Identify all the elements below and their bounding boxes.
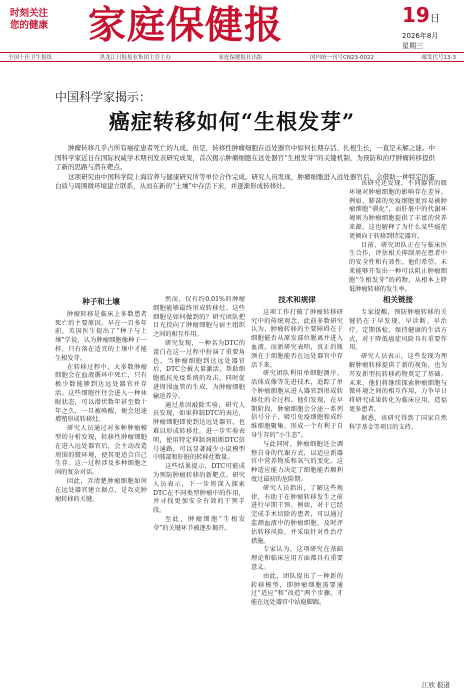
weekday: 星期三 bbox=[402, 42, 423, 50]
paragraph: 在转移过程中，大多数肿瘤细胞会在血液循环中死亡，只有极少数能够到达远处器官并存活。这些细胞往往会进入一种休眠状态，可以潜伏数年甚至数十年之久，一旦被唤醒，便会迅速增殖形成转移灶。 bbox=[55, 363, 147, 424]
paragraph: 研究发现，一种名为DTC的蛋白在这一过程中扮演了重要角色。当肿瘤细胞到达远处器官后，DTC会被大量激活，帮助细胞抵抗免疫系统的攻击，同时促进周围血管的生成，为肿瘤细胞输送养分。 bbox=[153, 339, 245, 400]
info-bar bbox=[0, 52, 464, 62]
date-day: 19日 bbox=[402, 3, 440, 27]
paragraph: 这些结果提示，DTC可能成为预防肿瘤转移的新靶点。研究人员表示，下一步将深入探索DTC在不同类型肿瘤中的作用，并寻找更加安全有效的干预手段。 bbox=[153, 463, 245, 515]
paragraph: 至此，肿瘤细胞“生根发芽”的关键环节被逐步揭开。 bbox=[153, 515, 245, 532]
paragraph: 专家提醒，预防肿瘤转移的关键仍在于早发现、早诊断、早治疗。定期体检、保持健康的生活方式，对于降低癌症风险具有重要作用。 bbox=[349, 309, 447, 352]
paragraph: 由此，团队提出了一种新的转移模型，即肿瘤细胞需要通过“适应”和“改造”两个步骤，才能在远处器官中站稳脚跟。 bbox=[251, 572, 343, 607]
article-column-3 bbox=[251, 296, 343, 691]
article-headline: 癌症转移如何“生根发芽” bbox=[108, 109, 356, 134]
newspaper-logo: 家庭保健报 bbox=[88, 3, 284, 47]
section-heading: 种子和土壤 bbox=[82, 297, 120, 306]
article-column-2 bbox=[153, 296, 245, 691]
date-line: 2026年8月 bbox=[402, 32, 439, 40]
paragraph: 目前，研究团队正在与临床医生合作，评估相关抑制剂在患者中的安全性和有效性。他们希望，未来能够开发出一种可以阻止肿瘤细胞“生根发芽”的药物，从根本上降低肿瘤转移的发生率。 bbox=[349, 241, 447, 293]
article-kicker: 中国科学家揭示： bbox=[55, 90, 152, 104]
paragraph: 据悉，该研究得到了国家自然科学基金等项目的支持。 bbox=[349, 414, 447, 431]
paragraph: 通过基因敲除实验，研究人员发现，如果抑制DTC的表达，肿瘤细胞即使到达远处器官，也难以形成转移灶。进一步实验表明，使用特定抑制剂阻断DTC信号通路，可以显著减少小鼠模型中肺部和肝脏的转移灶数量。 bbox=[153, 401, 245, 462]
paragraph: 与此同时，肿瘤细胞还会调整自身的代谢方式，以适应新器官中营养物质和氧气的变化。这种适应能力决定了细胞能否顺利度过最初的危险期。 bbox=[251, 440, 343, 483]
paragraph: 研究人员通过对多种肿瘤模型的分析发现，转移性肿瘤细胞在进入远处器官后，会主动改造周围的微环境，使其更适合自己生存。这一过程涉及多种细胞之间的复杂对话。 bbox=[55, 425, 147, 477]
paragraph: 该研究还发现，不同器官的微环境对肿瘤细胞的影响存在差异。例如，肺部的免疫细胞更容易被肿瘤细胞“驯化”，而肝脏中的代谢环境则为肿瘤细胞提供了丰富的营养来源。这也解释了为什么某些癌症更倾向于转移到特定器官。 bbox=[349, 180, 447, 240]
paragraph: 研究人员表示，这些发现为理解肿瘤转移提供了新的视角，也为开发新型抗转移药物奠定了基础。未来，他们将继续探索肿瘤细胞与微环境之间的相互作用，力争早日将研究成果转化为临床应用，造福更多患者。 bbox=[349, 353, 447, 413]
paragraph: 然而，仅有约0.01%的肿瘤细胞能够最终形成转移灶。这些细胞是如何做到的？研究团队把目光投向了肿瘤细胞与宿主组织之间的相互作用。 bbox=[153, 296, 245, 339]
lead-paragraph: 这项研究由中国科学院上海营养与健康研究所等单位合作完成。研究人员发现，肿瘤细胞进入远处器官后，会借助一种特定的蛋白质与周围微环境建立联系，从而在新的“土壤”中存活下来，并逐渐形成转移灶。 bbox=[55, 172, 435, 191]
paragraph: 研究人员指出，了解这些规律，有助于在肿瘤转移发生之前进行早期干预。例如，对于已经完成手术切除的患者，可以通过监测血液中的肿瘤细胞，及时评估转移风险，并采取针对性治疗措施。 bbox=[251, 484, 343, 545]
paragraph: 因此，弄清楚肿瘤细胞如何在远处器官建立据点，是攻克肿瘤转移的关键。 bbox=[55, 477, 147, 503]
slogan: 时刻关注 您的健康 bbox=[10, 8, 49, 31]
paragraph: 这项工作打破了肿瘤转移研究中的传统观念，此前多数研究认为，肿瘤转移的主要障碍在于细胞能否从原发部位脱离并进入血液。而新研究表明，真正的瓶颈在于细胞能否在远处器官中存活下来。 bbox=[251, 308, 343, 369]
info-item: 家庭保健报社出版 bbox=[218, 55, 263, 61]
info-item: 全国十佳卫生报纸 bbox=[8, 55, 53, 61]
article-column-1 bbox=[55, 296, 147, 686]
date-block bbox=[402, 4, 454, 51]
paragraph: 研究团队利用单细胞测序、活体成像等先进技术，追踪了单个肿瘤细胞从进入器官到形成转移灶的全过程。他们发现，在早期阶段，肿瘤细胞会分泌一系列信号分子，吸引免疫细胞和成纤维细胞聚集，形成一个有利于自身生存的“小生态”。 bbox=[251, 370, 343, 439]
info-item: 黑龙江日报报业集团主管主办 bbox=[99, 55, 172, 61]
lead-paragraph: 肿瘤转移几乎占所有癌症患者死亡的九成。但是，转移性肿瘤细胞在远处器官中如何长期存活、扎根生长，一直是未解之谜。中国科学家近日在国际权威学术期刊发表研究成果，首次揭示肿瘤细胞在远处器官“生根发芽”的关键机制，为预防和治疗肿瘤转移提供了新的思路与潜在靶点。 bbox=[55, 144, 435, 172]
section-heading: 技术和规律 bbox=[278, 296, 316, 304]
byline: 江欣 报道 bbox=[421, 681, 450, 689]
masthead bbox=[0, 0, 464, 62]
article-column-4 bbox=[349, 180, 447, 575]
paragraph: 专家认为，这项研究在基础理论和临床应用方面都具有重要意义。 bbox=[251, 546, 343, 571]
info-item: 邮发代号13-3 bbox=[421, 55, 456, 61]
section-heading: 相关链接 bbox=[383, 295, 413, 305]
info-item: 国内统一刊号CN23-0022 bbox=[310, 55, 374, 61]
paragraph: 肿瘤转移是临床上多数患者死亡的主要原因。早在一百多年前，英国医生提出了“种子与土壤”学说，认为肿瘤细胞像种子一样，只有落在适宜的土壤中才能生根发芽。 bbox=[55, 310, 147, 362]
